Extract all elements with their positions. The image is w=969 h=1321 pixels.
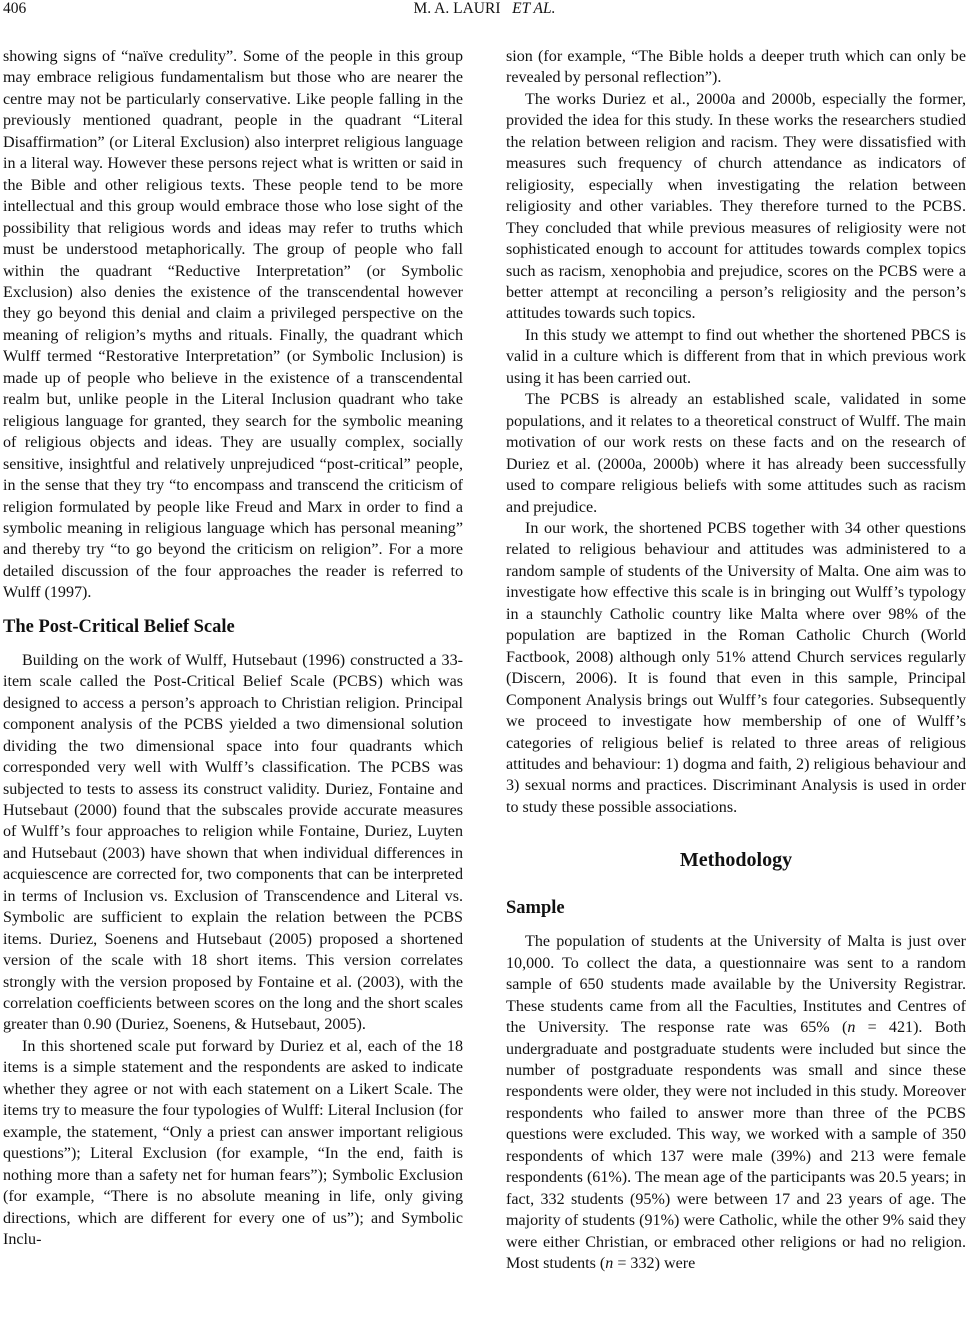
running-head-et-al: ET AL. [512,0,556,17]
paragraph: In this study we attempt to find out whether the shortened PBCS is valid in a culture which is different from that in which previous work using it has been carried out. [506,326,966,387]
left-column [3,46,463,1250]
paragraph: The works Duriez et al., 2000a and 2000b, especially the former, provided the idea for this study. In these works the researchers studied the relation between religion and racism. They were dissatisfied with measures such frequency of church attendance as indicators of religiosity, especially when investigating the relation between religiosity and other variables. They therefore turned to the PCBS. They concluded that while previous measures of religiosity were not sophisticated enough to account for attitudes towards complex topics such as racism, xenophobia and prejudice, scores on the PCBS were a better attempt at reconciling a person’s religiosity and the person’s attitudes towards such topics. [506,90,966,323]
subsection-heading-sample: Sample [506,898,565,919]
running-head [0,0,969,18]
italic-n: n [605,1255,614,1273]
page-header [0,0,969,22]
paragraph: showing signs of “naïve credulity”. Some of the people in this group may embrace religious fundamentalism but those who are nearer the centre may not be particularly conservative. Like people falling in the previously mentioned quadrant, people in the quadrant “Literal Disaffirmation” (or Literal Exclusion) also interpret religious language in a literal way. However these persons reject what is written or said in the Bible and other religious texts. These people tend to be more intellectual and this group would embrace those who lose sight of the possibility that religious words and ideas may refer to truths which must be understood metaphorically. The group of people who fall within the quadrant “Reductive Interpretation” (or Symbolic Exclusion) also denies the existence of the transcendental however they go beyond this denial and claim a privileged perspective on the meaning of religion’s myths and rituals. Finally, the quadrant which Wulff termed “Restorative Interpretation” (or Symbolic Inclusion) is made up of people who believe in the existence of a transcendental realm but, unlike people in the Literal Inclusion quadrant who take religious language for granted, they search for the symbolic meaning of religious objects and ideas. They are usually complex, socially sensitive, insightful and relatively unprejudiced “post-critical” people, in the sense that they try “to encompass and transcend the criticism of religion formulated by people like Freud and Marx in order to find a symbolic meaning in religious language which has personal meaning” and thereby try “to go beyond the criticism on religion”. For a more detailed discussion of the four approaches the reader is referred to Wulff (1997). [3,48,463,602]
text-run: The population of students at the University of Malta is just over 10,000. To collect the data, a questionnaire was sent to a random sample of 650 students made available by the University Registrar. These students came from all the Faculties, Institutes and Centres of the University. The response rate was 65% ( [506,933,966,1037]
running-head-authors: M. A. LAURI [413,0,501,17]
text-run: = 332) were [613,1255,696,1273]
italic-n: n [847,1019,856,1037]
page-number: 406 [3,0,27,17]
paragraph: sion (for example, “The Bible holds a deeper truth which can only be revealed by personal reflection”). [506,48,966,87]
paragraph-sample [506,931,966,1274]
paragraph: In our work, the shortened PCBS together with 34 other questions related to religious behaviour and attitudes was administered to a random sample of students of the University of Malta. One aim was to investigate how effective this scale is in bringing out Wulff’s typology in a staunchly Catholic country like Malta where over 98% of the population are baptized in the Roman Catholic Church (World Factbook, 2008) although only 51% attend Church services regularly (Discern, 2006). It is found that even in this sample, Principal Component Analysis brings out Wulff’s four categories. Subsequently we proceed to investigate how membership of one of Wulff’s categories of religious belief is related to three areas of religious attitudes and behaviour: 1) dogma and faith, 2) religious behaviour and 3) sexual norms and practices. Discriminant Analysis is used in order to study these possible associations. [506,519,966,816]
section-heading-pcbs: The Post-Critical Belief Scale [3,616,235,637]
paragraph: Building on the work of Wulff, Hutsebaut (1996) constructed a 33-item scale called the Post-Critical Belief Scale (PCBS) which was designed to access a person’s approach to Christian religion. Principal component analysis of the PCBS yielded a two dimensional solution dividing the two dimensional space into four quadrants which corresponded very well with Wulff’s classification. The PCBS was subjected to tests to assess its construct validity. Duriez, Fontaine and Hutsebaut (2000) found that the subscales provide accurate measures of Wulff’s four approaches to religion while Fontaine, Duriez, Luyten and Hutsebaut (2003) have shown that when individual differences in acquiescence are corrected for, two components that can be interpreted in terms of Inclusion vs. Exclusion of Transcendence and Literal vs. Symbolic are sufficient to explain the relation between the PCBS items. Duriez, Soenens and Hutsebaut (2005) proposed a shortened version of the scale with 18 short items. This version correlates strongly with the version proposed by Fontaine et al. (2003), with the correlation coefficients between scores on the long and the short scales greater than 0.90 (Duriez, Soenens, & Hutsebaut, 2005). [3,651,463,1034]
paragraph: The PCBS is already an established scale, validated in some populations, and it relates to a theoretical construct of Wulff. The main motivation of our work rests on these facts and on the research of Duriez et al. (2000a, 2000b) where it has already been successfully used to compare religious beliefs with some attitudes such as racism and prejudice. [506,391,966,516]
paragraph: In this shortened scale put forward by Duriez et al, each of the 18 items is a simple statement and the respondents are asked to indicate whether they agree or not with each statement on a Likert Scale. The items try to measure the four typologies of Wulff: Literal Inclusion (for example, the statement, “Only a priest can answer important religious questions”); Literal Exclusion (for example, “In the end, faith is nothing more than a safety net for human fears”); Symbolic Exclusion (for example, “There is no absolute meaning in life, only giving directions, which are different for every one of us”); and Symbolic Inclu- [3,1037,463,1249]
text-run: = 421). Both undergraduate and postgraduate students were included but since the number of postgraduate respondents was small and since these respondents were older, they were not included in this study. Moreover respondents who failed to answer more than three of the PCBS questions were excluded. This way, we worked with a sample of 350 respondents of which 137 were male (39%) and 213 were female respondents (61%). The mean age of the participants was 20.5 years; in fact, 332 students (95%) were between 17 and 23 years of age. The majority of students (91%) were Catholic, while the other 9% said they were either Christian, or embraced other religions or had no religion. Most students ( [506,1019,966,1273]
section-heading-methodology: Methodology [679,849,793,872]
right-column [506,46,966,1275]
